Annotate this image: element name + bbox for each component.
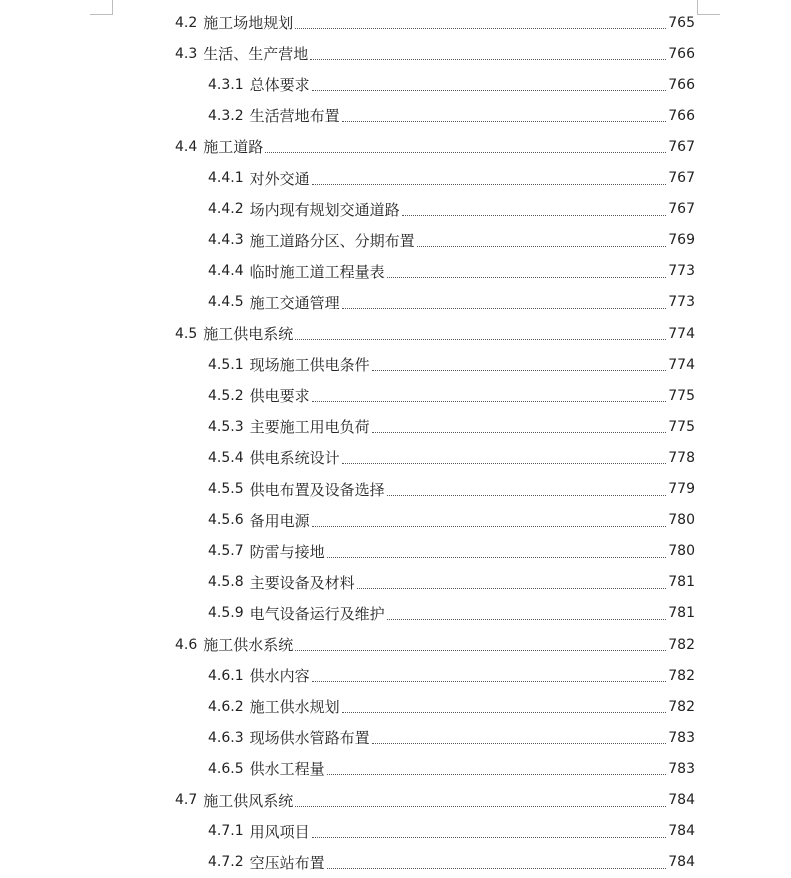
toc-entry-title: 供电系统设计: [249, 449, 340, 468]
toc-entry-number: 4.5.5: [208, 481, 244, 497]
toc-entry-page-number: 774: [668, 325, 695, 342]
toc-entry-page-number: 782: [668, 636, 695, 653]
toc-dot-leader: [372, 369, 667, 371]
toc-entry-title: 施工供水规划: [249, 698, 340, 717]
toc-dot-leader: [312, 836, 667, 838]
toc-entry-title: 施工场地规划: [203, 14, 294, 32]
toc-entry-title: 对外交通: [249, 169, 310, 188]
toc-dot-leader: [372, 742, 667, 744]
toc-entry-page-number: 765: [668, 14, 695, 31]
toc-entry-number: 4.5.6: [208, 512, 244, 529]
toc-entry[interactable]: [208, 505, 695, 536]
toc-dot-leader: [312, 400, 667, 402]
toc-entry[interactable]: [208, 287, 695, 318]
toc-entry-page-number: 780: [668, 512, 695, 529]
toc-entry-page-number: 784: [668, 792, 695, 808]
toc-dot-leader: [295, 805, 666, 807]
toc-entry-page-number: 773: [668, 263, 695, 280]
toc-entry-page-number: 781: [668, 574, 695, 591]
toc-entry-title: 现场供水管路布置: [249, 729, 370, 748]
toc-entry-page-number: 784: [668, 823, 695, 840]
toc-entry[interactable]: [208, 163, 695, 194]
toc-dot-leader: [342, 462, 667, 464]
toc-dot-leader: [357, 587, 667, 589]
toc-entry-title: 防雷与接地: [249, 542, 325, 561]
toc-entry-page-number: 779: [668, 481, 695, 497]
toc-entry-title: 施工道路分区、分期布置: [249, 231, 415, 250]
toc-entry[interactable]: [208, 691, 695, 722]
toc-entry-number: 4.5: [175, 325, 198, 342]
toc-entry[interactable]: [175, 318, 695, 349]
toc-entry-page-number: 783: [668, 760, 695, 777]
toc-entry-title: 用风项目: [249, 822, 310, 841]
toc-entry-number: 4.7.1: [208, 823, 244, 840]
toc-entry-title: 施工供风系统: [203, 791, 294, 810]
toc-dot-leader: [327, 556, 667, 558]
toc-entry-number: 4.6.1: [208, 667, 244, 684]
toc-entry-page-number: 782: [668, 698, 695, 715]
toc-entry-title: 空压站布置: [249, 853, 325, 872]
toc-entry[interactable]: [208, 567, 695, 598]
toc-dot-leader: [402, 214, 667, 216]
toc-dot-leader: [312, 89, 667, 91]
toc-entry-title: 生活、生产营地: [203, 45, 309, 64]
toc-entry-number: 4.5.1: [208, 356, 244, 373]
toc-entry-title: 供水工程量: [249, 760, 325, 779]
toc-dot-leader: [295, 27, 666, 29]
toc-entry-number: 4.6: [175, 636, 198, 653]
toc-entry-title: 备用电源: [249, 511, 310, 530]
toc-entry[interactable]: [208, 660, 695, 691]
toc-entry[interactable]: [208, 753, 695, 784]
toc-entry-title: 供电布置及设备选择: [249, 480, 385, 499]
toc-entry-title: 生活营地布置: [249, 107, 340, 126]
toc-dot-leader: [342, 120, 667, 122]
toc-entry[interactable]: [208, 69, 695, 100]
toc-dot-leader: [312, 525, 667, 527]
toc-entry-title: 主要施工用电负荷: [249, 418, 370, 437]
toc-entry-title: 施工交通管理: [249, 293, 340, 312]
toc-entry[interactable]: [208, 256, 695, 287]
toc-entry-page-number: 767: [668, 170, 695, 186]
toc-dot-leader: [310, 58, 666, 60]
toc-entry-page-number: 782: [668, 667, 695, 684]
toc-entry-number: 4.5.8: [208, 574, 244, 591]
toc-entry-number: 4.5.9: [208, 605, 244, 622]
toc-entry-page-number: 766: [668, 45, 695, 62]
toc-entry[interactable]: [208, 474, 695, 505]
toc-entry-title: 主要设备及材料: [249, 573, 355, 592]
toc-entry-number: 4.5.7: [208, 543, 244, 560]
toc-entry[interactable]: [208, 380, 695, 411]
toc-entry-title: 供水内容: [249, 667, 310, 686]
toc-dot-leader: [342, 307, 667, 309]
toc-dot-leader: [295, 338, 666, 340]
toc-entry-number: 4.4.2: [208, 201, 244, 218]
toc-dot-leader: [387, 276, 667, 278]
toc-entry-number: 4.3.1: [208, 76, 244, 93]
toc-entry-page-number: 781: [668, 605, 695, 622]
toc-entry-number: 4.7: [175, 792, 198, 808]
toc-entry[interactable]: [208, 722, 695, 753]
toc-entry[interactable]: [175, 629, 695, 660]
toc-dot-leader: [295, 649, 666, 651]
page-margin-corner-left: [90, 0, 113, 15]
toc-entry-number: 4.3.2: [208, 107, 244, 124]
toc-entry-number: 4.5.4: [208, 449, 244, 466]
toc-entry[interactable]: [208, 816, 695, 847]
toc-entry-page-number: 767: [668, 201, 695, 218]
toc-dot-leader: [327, 773, 667, 775]
toc-entry-page-number: 766: [668, 76, 695, 93]
toc-entry-page-number: 775: [668, 418, 695, 435]
toc-entry-page-number: 780: [668, 543, 695, 560]
toc-entry-number: 4.4.5: [208, 294, 244, 311]
toc-entry-number: 4.6.5: [208, 760, 244, 777]
toc-entry[interactable]: [208, 598, 695, 629]
toc-entry[interactable]: [208, 442, 695, 473]
toc-entry[interactable]: [208, 100, 695, 131]
toc-dot-leader: [387, 494, 667, 496]
toc-entry-number: 4.6.2: [208, 698, 244, 715]
toc-entry[interactable]: [208, 536, 695, 567]
toc-entry-number: 4.2: [175, 14, 198, 31]
toc-entry-page-number: 784: [668, 854, 695, 871]
toc-entry-number: 4.5.2: [208, 387, 244, 404]
toc-entry[interactable]: [175, 7, 695, 38]
toc-entry-title: 总体要求: [249, 76, 310, 95]
toc-entry-number: 4.4.4: [208, 263, 244, 280]
toc-entry[interactable]: [208, 194, 695, 225]
toc-dot-leader: [387, 618, 667, 620]
toc-dot-leader: [417, 245, 667, 247]
toc-entry-page-number: 769: [668, 232, 695, 249]
toc-entry-page-number: 775: [668, 387, 695, 404]
toc-entry[interactable]: [208, 225, 695, 256]
toc-dot-leader: [265, 151, 666, 153]
toc-dot-leader: [327, 867, 667, 869]
toc-entry[interactable]: [208, 847, 695, 878]
toc-entry[interactable]: [175, 785, 695, 816]
toc-entry-title: 施工供水系统: [203, 636, 294, 654]
toc-entry-page-number: 774: [668, 356, 695, 373]
toc-entry[interactable]: [175, 38, 695, 69]
toc-entry-title: 场内现有规划交通道路: [249, 200, 400, 219]
toc-entry-title: 施工供电系统: [203, 325, 294, 343]
toc-entry-title: 施工道路: [203, 138, 264, 157]
toc-entry-title: 现场施工供电条件: [249, 356, 370, 375]
toc-entry-title: 供电要求: [249, 387, 310, 406]
toc-entry-number: 4.4.1: [208, 170, 244, 186]
toc-entry[interactable]: [208, 411, 695, 442]
toc-entry-page-number: 773: [668, 294, 695, 311]
toc-dot-leader: [342, 711, 667, 713]
toc-dot-leader: [372, 431, 667, 433]
page-margin-corner-right: [697, 0, 720, 15]
toc-entry-page-number: 766: [668, 107, 695, 124]
toc-entry[interactable]: [208, 349, 695, 380]
toc-entry-title: 临时施工道工程量表: [249, 262, 385, 281]
toc-entry-page-number: 778: [668, 449, 695, 466]
toc-dot-leader: [312, 183, 667, 185]
toc-entry-number: 4.4: [175, 138, 198, 155]
toc-entry-number: 4.5.3: [208, 418, 244, 435]
toc-entry-number: 4.4.3: [208, 232, 244, 249]
toc-entry-number: 4.6.3: [208, 729, 244, 746]
toc-entry-number: 4.3: [175, 45, 198, 62]
toc-entry[interactable]: [175, 131, 695, 162]
toc-entry-page-number: 767: [668, 138, 695, 155]
toc-entry-title: 电气设备运行及维护: [249, 604, 385, 623]
toc-entry-number: 4.7.2: [208, 854, 244, 871]
toc-entry-page-number: 783: [668, 729, 695, 746]
toc-dot-leader: [312, 680, 667, 682]
